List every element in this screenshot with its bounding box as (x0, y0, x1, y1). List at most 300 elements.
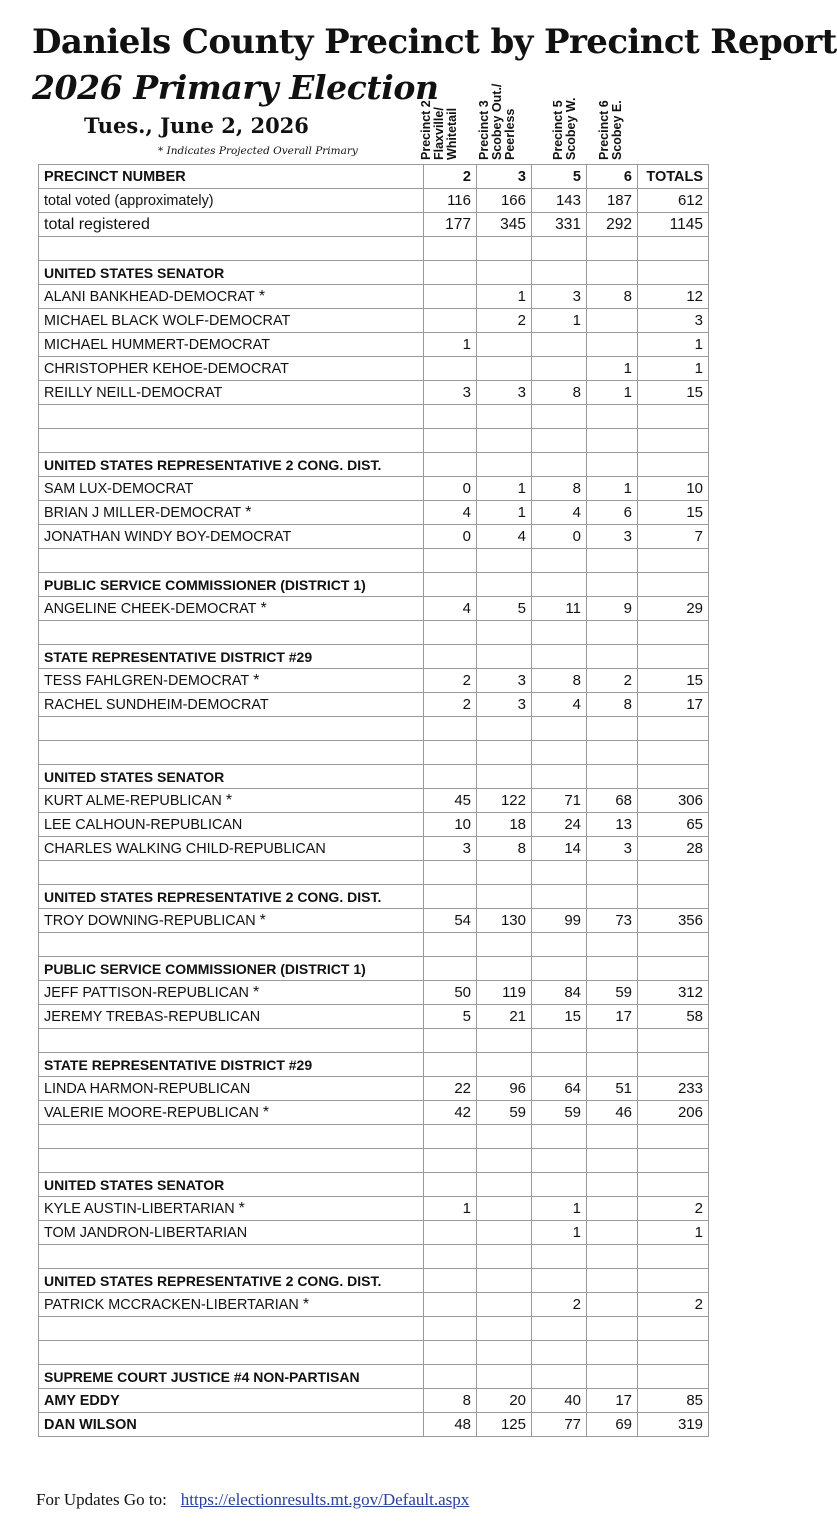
precinct-cell: 119 (477, 981, 532, 1005)
table-row (39, 1413, 709, 1437)
precinct-cell (477, 741, 532, 765)
blank-row (39, 1149, 709, 1173)
row-label (39, 861, 424, 885)
row-label (39, 1101, 424, 1125)
precinct-cell: 2 (424, 669, 477, 693)
row-label (39, 717, 424, 741)
precinct-cell (424, 741, 477, 765)
section-title (39, 1269, 424, 1293)
precinct-cell: 1 (532, 1197, 587, 1221)
precinct-cell (587, 333, 638, 357)
precinct-cell (477, 573, 532, 597)
label-text: UNITED STATES REPRESENTATIVE 2 CONG. DIST. (44, 456, 382, 473)
section-title (39, 645, 424, 669)
precinct-cell: 4 (424, 597, 477, 621)
precinct-cell (532, 453, 587, 477)
label-text: SAM LUX-DEMOCRAT (44, 480, 194, 497)
precinct-cell: 3 (424, 837, 477, 861)
row-label (39, 357, 424, 381)
precinct-cell (532, 621, 587, 645)
precinct-cell: 59 (587, 981, 638, 1005)
row-label (39, 933, 424, 957)
precinct-cell (532, 357, 587, 381)
total-cell: 15 (638, 381, 709, 405)
label-text: UNITED STATES REPRESENTATIVE 2 CONG. DIST. (44, 888, 382, 905)
total-cell (638, 741, 709, 765)
precinct-cell: 143 (532, 189, 587, 213)
precinct-cell (532, 573, 587, 597)
row-label (39, 1341, 424, 1365)
precinct-cell: 45 (424, 789, 477, 813)
precinct-cell (477, 261, 532, 285)
precinct-cell (532, 1245, 587, 1269)
total-cell: 1145 (638, 213, 709, 237)
election-subtitle: 2026 Primary Election (32, 68, 439, 107)
precinct-cell (424, 645, 477, 669)
total-cell (638, 621, 709, 645)
precinct-cell (532, 549, 587, 573)
table-row (39, 333, 709, 357)
precinct-cell: 0 (424, 525, 477, 549)
precinct-cell (532, 1365, 587, 1389)
precinct-header-line: Precinct 6 (597, 100, 611, 160)
footer (36, 1490, 469, 1510)
precinct-header-line: Scobey E. (610, 100, 624, 160)
projected-winner-marker: * (258, 287, 266, 305)
precinct-cell (477, 645, 532, 669)
precinct-cell (587, 1197, 638, 1221)
precinct-cell (587, 645, 638, 669)
total-cell: 1 (638, 357, 709, 381)
label-text: LEE CALHOUN-REPUBLICAN (44, 816, 243, 833)
precinct-cell (477, 621, 532, 645)
precinct-cell (424, 957, 477, 981)
precinct-cell: 5 (424, 1005, 477, 1029)
row-label (39, 1125, 424, 1149)
precinct-cell (587, 1173, 638, 1197)
precinct-cell (587, 549, 638, 573)
table-row (39, 909, 709, 933)
row-label (39, 525, 424, 549)
precinct-cell (532, 405, 587, 429)
label-text: UNITED STATES SENATOR (44, 1176, 225, 1193)
projected-winner-marker: * (262, 1103, 270, 1121)
precinct-cell: 292 (587, 213, 638, 237)
total-cell: 29 (638, 597, 709, 621)
precinct-cell: 2 (424, 165, 477, 189)
blank-row (39, 933, 709, 957)
table-row (39, 597, 709, 621)
blank-row (39, 549, 709, 573)
precinct-cell (587, 741, 638, 765)
blank-row (39, 237, 709, 261)
precinct-cell (424, 1221, 477, 1245)
precinct-cell (424, 549, 477, 573)
precinct-cell: 8 (587, 693, 638, 717)
label-text: total registered (44, 215, 150, 233)
projected-winner-marker: * (253, 671, 260, 689)
precinct-cell: 48 (424, 1413, 477, 1437)
precinct-cell: 5 (477, 597, 532, 621)
precinct-cell: 69 (587, 1413, 638, 1437)
label-text: STATE REPRESENTATIVE DISTRICT #29 (44, 648, 313, 665)
total-cell (638, 1029, 709, 1053)
precinct-cell (477, 429, 532, 453)
blank-row (39, 1125, 709, 1149)
precinct-cell (424, 1029, 477, 1053)
precinct-cell: 20 (477, 1389, 532, 1413)
projected-winner-marker: * (260, 599, 267, 617)
row-label (39, 501, 424, 525)
precinct-cell (424, 1245, 477, 1269)
precinct-cell: 17 (587, 1389, 638, 1413)
precinct-cell (424, 1173, 477, 1197)
label-text: CHRISTOPHER KEHOE-DEMOCRAT (44, 360, 289, 377)
total-cell (638, 1125, 709, 1149)
total-cell (638, 1245, 709, 1269)
row-label (39, 981, 424, 1005)
precinct-header-line: Scobey W. (564, 97, 578, 160)
row-label (39, 597, 424, 621)
table-row (39, 357, 709, 381)
results-link[interactable]: https://electionresults.mt.gov/Default.aspx (180, 1490, 470, 1509)
precinct-cell (424, 861, 477, 885)
section-row (39, 645, 709, 669)
precinct-cell (477, 1149, 532, 1173)
label-text: ANGELINE CHEEK-DEMOCRAT (44, 600, 257, 617)
projected-winner-marker: * (252, 983, 260, 1001)
precinct-cell (532, 237, 587, 261)
precinct-cell (477, 1269, 532, 1293)
precinct-cell: 4 (424, 501, 477, 525)
label-text: JEFF PATTISON-REPUBLICAN (44, 984, 249, 1001)
precinct-cell (587, 765, 638, 789)
row-label (39, 405, 424, 429)
label-text: SUPREME COURT JUSTICE #4 NON-PARTISAN (44, 1368, 360, 1385)
row-label (39, 837, 424, 861)
precinct-cell: 9 (587, 597, 638, 621)
label-text: TOM JANDRON-LIBERTARIAN (44, 1224, 248, 1241)
row-label (39, 189, 424, 213)
label-text: JONATHAN WINDY BOY-DEMOCRAT (44, 528, 292, 545)
precinct-cell (477, 1245, 532, 1269)
blank-row (39, 717, 709, 741)
label-text: PUBLIC SERVICE COMMISSIONER (DISTRICT 1) (44, 576, 366, 593)
row-label (39, 1221, 424, 1245)
precinct-cell (587, 1125, 638, 1149)
precinct-cell (587, 1269, 638, 1293)
total-cell: 15 (638, 669, 709, 693)
precinct-cell: 0 (532, 525, 587, 549)
precinct-cell: 166 (477, 189, 532, 213)
precinct-cell (424, 1317, 477, 1341)
table-row (39, 525, 709, 549)
precinct-cell: 5 (532, 165, 587, 189)
precinct-cell: 84 (532, 981, 587, 1005)
precinct-cell (477, 1221, 532, 1245)
precinct-cell: 116 (424, 189, 477, 213)
precinct-cell: 11 (532, 597, 587, 621)
section-title (39, 765, 424, 789)
precinct-cell: 1 (477, 285, 532, 309)
precinct-cell (532, 333, 587, 357)
precinct-cell: 1 (424, 1197, 477, 1221)
precinct-cell (424, 453, 477, 477)
precinct-cell (587, 1317, 638, 1341)
blank-row (39, 429, 709, 453)
row-label (39, 165, 424, 189)
precinct-cell (424, 405, 477, 429)
table-row (39, 1077, 709, 1101)
projected-winner-marker: * (238, 1199, 245, 1217)
precinct-cell (532, 885, 587, 909)
row-label (39, 285, 424, 309)
precinct-cell: 51 (587, 1077, 638, 1101)
row-label (39, 1389, 424, 1413)
total-cell: 319 (638, 1413, 709, 1437)
precinct-cell: 2 (477, 309, 532, 333)
label-text: UNITED STATES SENATOR (44, 768, 225, 785)
precinct-cell (477, 237, 532, 261)
precinct-cell: 77 (532, 1413, 587, 1437)
total-cell: 2 (638, 1197, 709, 1221)
precinct-cell (532, 429, 587, 453)
precinct-cell (477, 1365, 532, 1389)
precinct-cell (587, 1221, 638, 1245)
total-cell (638, 717, 709, 741)
precinct-cell (477, 1293, 532, 1317)
precinct-cell (532, 717, 587, 741)
precinct-cell: 10 (424, 813, 477, 837)
precinct-cell: 4 (532, 693, 587, 717)
precinct-cell: 8 (424, 1389, 477, 1413)
label-text: AMY EDDY (44, 1392, 120, 1409)
label-text: PRECINCT NUMBER (44, 168, 186, 185)
total-cell (638, 1365, 709, 1389)
total-cell: 28 (638, 837, 709, 861)
precinct-cell (587, 885, 638, 909)
precinct-cell: 6 (587, 501, 638, 525)
precinct-cell (477, 1173, 532, 1197)
precinct-cell (477, 1053, 532, 1077)
label-text: UNITED STATES SENATOR (44, 264, 225, 281)
precinct-cell (587, 309, 638, 333)
precinct-header-line: Precinct 3 (477, 100, 491, 160)
precinct-cell: 3 (587, 525, 638, 549)
section-title (39, 1365, 424, 1389)
label-text: JEREMY TREBAS-REPUBLICAN (44, 1008, 261, 1025)
section-row (39, 573, 709, 597)
precinct-cell: 3 (532, 285, 587, 309)
precinct-cell: 40 (532, 1389, 587, 1413)
label-text: BRIAN J MILLER-DEMOCRAT (44, 504, 242, 521)
precinct-cell (587, 1245, 638, 1269)
precinct-cell (477, 333, 532, 357)
total-cell: 10 (638, 477, 709, 501)
precinct-cell: 187 (587, 189, 638, 213)
table-row (39, 693, 709, 717)
precinct-cell: 42 (424, 1101, 477, 1125)
table-row (39, 477, 709, 501)
precinct-cell (424, 1125, 477, 1149)
section-row (39, 885, 709, 909)
table-row (39, 789, 709, 813)
label-text: UNITED STATES REPRESENTATIVE 2 CONG. DIST. (44, 1272, 382, 1289)
total-cell: 58 (638, 1005, 709, 1029)
table-row (39, 837, 709, 861)
table-row (39, 981, 709, 1005)
blank-row (39, 861, 709, 885)
total-cell: 7 (638, 525, 709, 549)
precinct-cell (424, 237, 477, 261)
precinct-cell (424, 717, 477, 741)
precinct-cell (424, 765, 477, 789)
total-cell (638, 1173, 709, 1197)
precinct-cell: 1 (587, 381, 638, 405)
section-title (39, 957, 424, 981)
precinct-cell (532, 645, 587, 669)
precinct-cell (587, 453, 638, 477)
precinct-cell: 1 (532, 1221, 587, 1245)
label-text: PATRICK MCCRACKEN-LIBERTARIAN (44, 1296, 299, 1313)
label-text: CHARLES WALKING CHILD-REPUBLICAN (44, 840, 326, 857)
precinct-cell: 2 (424, 693, 477, 717)
precinct-cell (477, 1125, 532, 1149)
total-cell (638, 1149, 709, 1173)
precinct-cell (587, 861, 638, 885)
row-label (39, 333, 424, 357)
row-label (39, 1413, 424, 1437)
total-cell (638, 885, 709, 909)
label-text: RACHEL SUNDHEIM-DEMOCRAT (44, 696, 269, 713)
total-cell (638, 1341, 709, 1365)
precinct-cell (587, 1293, 638, 1317)
precinct-cell (424, 933, 477, 957)
precinct-cell: 21 (477, 1005, 532, 1029)
total-cell: 1 (638, 333, 709, 357)
label-text: TROY DOWNING-REPUBLICAN (44, 912, 256, 929)
table-row (39, 381, 709, 405)
table-row (39, 213, 709, 237)
precinct-cell (477, 717, 532, 741)
table-row (39, 501, 709, 525)
total-cell: 65 (638, 813, 709, 837)
precinct-cell (532, 1341, 587, 1365)
precinct-cell: 125 (477, 1413, 532, 1437)
precinct-cell: 1 (587, 357, 638, 381)
total-cell: 1 (638, 1221, 709, 1245)
precinct-cell: 8 (532, 381, 587, 405)
row-label (39, 549, 424, 573)
precinct-cell (587, 621, 638, 645)
precinct-cell: 8 (532, 477, 587, 501)
row-label (39, 1077, 424, 1101)
precinct-cell: 64 (532, 1077, 587, 1101)
precinct-cell (424, 1365, 477, 1389)
precinct-cell (477, 933, 532, 957)
precinct-cell (477, 1317, 532, 1341)
precinct-cell (532, 1269, 587, 1293)
precinct-cell (587, 429, 638, 453)
section-title (39, 453, 424, 477)
total-cell: 206 (638, 1101, 709, 1125)
projection-note: * Indicates Projected Overall Primary (158, 145, 358, 157)
table-row (39, 1197, 709, 1221)
precinct-cell: 8 (532, 669, 587, 693)
projected-winner-marker: * (225, 791, 233, 809)
section-row (39, 957, 709, 981)
precinct-cell (532, 1125, 587, 1149)
precinct-cell (587, 1053, 638, 1077)
precinct-cell (424, 1341, 477, 1365)
row-label (39, 789, 424, 813)
total-cell (638, 237, 709, 261)
precinct-cell: 59 (477, 1101, 532, 1125)
precinct-cell (587, 573, 638, 597)
total-cell (638, 933, 709, 957)
section-title (39, 1173, 424, 1197)
precinct-cell (424, 357, 477, 381)
total-cell (638, 261, 709, 285)
precinct-cell: 15 (532, 1005, 587, 1029)
table-row (39, 1005, 709, 1029)
total-cell (638, 861, 709, 885)
precinct-cell: 1 (477, 477, 532, 501)
precinct-cell: 1 (587, 477, 638, 501)
precinct-cell: 3 (477, 693, 532, 717)
row-label (39, 309, 424, 333)
row-label (39, 621, 424, 645)
precinct-cell (424, 1149, 477, 1173)
precinct-cell (424, 885, 477, 909)
precinct-cell: 3 (424, 381, 477, 405)
precinct-cell: 68 (587, 789, 638, 813)
label-text: KYLE AUSTIN-LIBERTARIAN (44, 1200, 235, 1217)
precinct-cell: 46 (587, 1101, 638, 1125)
row-label (39, 381, 424, 405)
total-cell (638, 405, 709, 429)
label-text: DAN WILSON (44, 1416, 137, 1433)
precinct-header-line: Whitetail (445, 107, 459, 160)
blank-row (39, 1245, 709, 1269)
section-title (39, 573, 424, 597)
precinct-cell (477, 405, 532, 429)
projected-winner-marker: * (302, 1295, 310, 1313)
precinct-cell (424, 309, 477, 333)
precinct-cell (587, 957, 638, 981)
precinct-cell (532, 741, 587, 765)
precinct-cell (477, 1197, 532, 1221)
precinct-cell (477, 861, 532, 885)
precinct-cell (532, 1149, 587, 1173)
row-label (39, 813, 424, 837)
precinct-cell: 331 (532, 213, 587, 237)
blank-row (39, 1341, 709, 1365)
precinct-cell: 22 (424, 1077, 477, 1101)
precinct-cell (424, 1293, 477, 1317)
row-label (39, 237, 424, 261)
precinct-cell (424, 1269, 477, 1293)
blank-row (39, 1029, 709, 1053)
results-table (38, 164, 709, 1437)
precinct-cell (587, 1029, 638, 1053)
precinct-cell: 59 (532, 1101, 587, 1125)
label-text: total voted (approximately) (44, 192, 214, 209)
precinct-cell: 8 (477, 837, 532, 861)
row-label (39, 1245, 424, 1269)
precinct-cell (532, 933, 587, 957)
precinct-cell (477, 1341, 532, 1365)
